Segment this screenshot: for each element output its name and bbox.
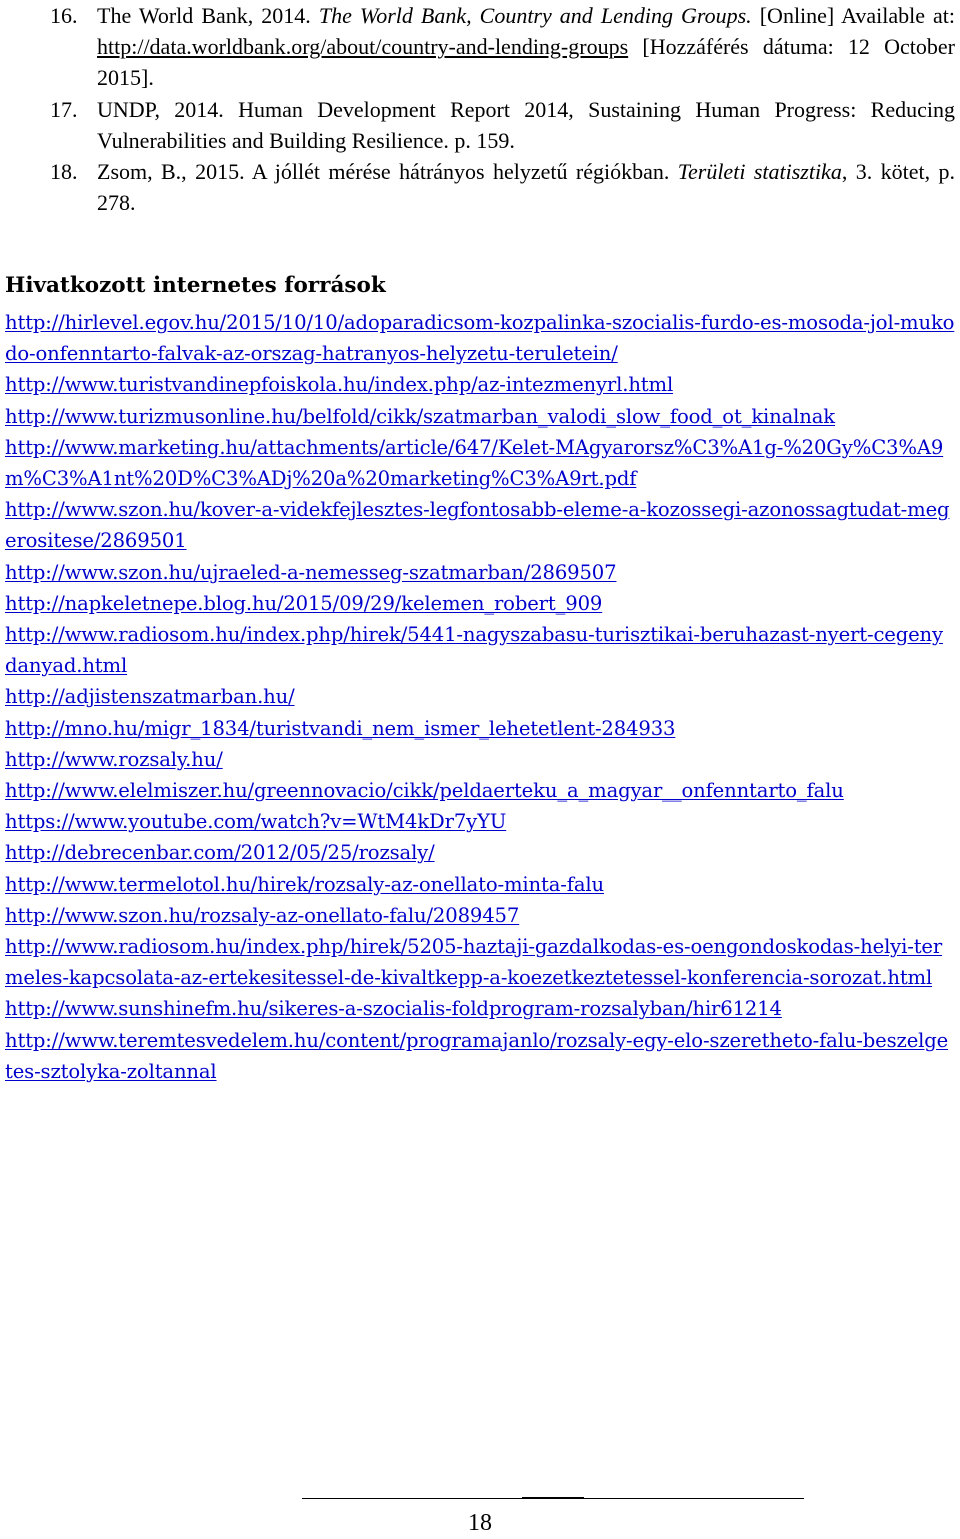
reference-list — [0, 0, 960, 218]
source-link[interactable]: http://www.marketing.hu/attachments/article/647/Kelet-MAgyarorsz%C3%A1g-%20Gy%C3%A9m%C3%A1nt%20D%C3%ADj%20a%20marketing%C3%A9rt.pdf — [5, 435, 944, 491]
reference-title: Területi statisztika — [677, 159, 842, 185]
reference-number: 17. — [50, 96, 78, 122]
source-link[interactable]: http://hirlevel.egov.hu/2015/10/10/adoparadicsom-kozpalinka-szocialis-furdo-es-mosoda-jol-mukodo-onfenntarto-falvak-az-orszag-hatranyos-helyzetu-teruletein/ — [5, 311, 955, 366]
source-link[interactable]: http://www.termelotol.hu/hirek/rozsaly-az-onellato-minta-falu — [5, 872, 604, 896]
reference-text: [Hozzáférés dátuma: 12 October 2015]. — [97, 34, 955, 91]
reference-17 — [0, 94, 960, 156]
reference-title: The World Bank, Country and Lending Groups. — [318, 3, 752, 28]
reference-text: The World Bank, 2014. — [97, 3, 319, 28]
source-link[interactable]: http://www.turizmusonline.hu/belfold/cikk/szatmarban_valodi_slow_food_ot_kinalnak — [5, 404, 836, 428]
internet-sources-list — [5, 307, 955, 1087]
reference-text: , 3. kötet, p. 278. — [97, 159, 955, 216]
page-number: 18 — [468, 1510, 492, 1536]
source-link[interactable]: http://www.szon.hu/rozsaly-az-onellato-falu/2089457 — [5, 903, 520, 927]
reference-18 — [0, 156, 960, 218]
source-link[interactable]: http://napkeletnepe.blog.hu/2015/09/29/kelemen_robert_909 — [5, 591, 603, 615]
source-link[interactable]: http://www.sunshinefm.hu/sikeres-a-szocialis-foldprogram-rozsalyban/hir61214 — [5, 997, 782, 1021]
source-link[interactable]: http://www.szon.hu/ujraeled-a-nemesseg-szatmarban/2869507 — [5, 560, 617, 584]
source-link[interactable]: http://www.turistvandinepfoiskola.hu/index.php/az-intezmenyrl.html — [5, 373, 674, 397]
source-link[interactable]: http://www.elelmiszer.hu/greennovacio/cikk/peldaerteku_a_magyar__onfenntarto_falu — [5, 779, 844, 803]
reference-text: [Online] Available at: — [751, 3, 955, 28]
source-link[interactable]: http://www.radiosom.hu/index.php/hirek/5441-nagyszabasu-turisztikai-beruhazast-nyert-cegenydanyad.html — [5, 623, 943, 678]
footer-rule — [584, 1498, 804, 1499]
source-link[interactable]: https://www.youtube.com/watch?v=WtM4kDr7yYU — [5, 810, 507, 834]
reference-text: Zsom, B., 2015. A jóllét mérése hátrányos helyzetű régiókban. — [97, 159, 678, 185]
reference-number: 16. — [50, 3, 78, 28]
source-link[interactable]: http://www.rozsaly.hu/ — [5, 747, 223, 771]
footer-rule — [522, 1497, 584, 1499]
source-link[interactable]: http://www.teremtesvedelem.hu/content/programajanlo/rozsaly-egy-elo-szeretheto-falu-beszelgetes-sztolyka-zoltannal — [5, 1028, 949, 1083]
section-heading: Hivatkozott internetes források — [5, 273, 386, 298]
footer-rule — [302, 1498, 522, 1499]
reference-text: UNDP, 2014. Human Development Report 2014, Sustaining Human Progress: Reducing Vulnerabilities and Building Resilience. p. 159. — [97, 96, 955, 153]
source-link[interactable]: http://www.radiosom.hu/index.php/hirek/5205-haztaji-gazdalkodas-es-oengondoskodas-helyi-termeles-kapcsolata-az-ertekesitessel-de-kivaltkepp-a-koezetkeztetessel-konferencia-sorozat.html — [5, 935, 943, 990]
source-link[interactable]: http://www.szon.hu/kover-a-videkfejlesztes-legfontosabb-eleme-a-kozossegi-azonossagtudat-megerositese/2869501 — [5, 498, 950, 553]
source-link[interactable]: http://adjistenszatmarban.hu/ — [5, 685, 295, 709]
source-link[interactable]: http://debrecenbar.com/2012/05/25/rozsaly/ — [5, 841, 435, 865]
reference-16 — [0, 0, 960, 94]
reference-number: 18. — [50, 159, 78, 185]
reference-link[interactable]: http://data.worldbank.org/about/country-and-lending-groups — [97, 34, 629, 60]
source-link[interactable]: http://mno.hu/migr_1834/turistvandi_nem_ismer_lehetetlent-284933 — [5, 716, 676, 740]
